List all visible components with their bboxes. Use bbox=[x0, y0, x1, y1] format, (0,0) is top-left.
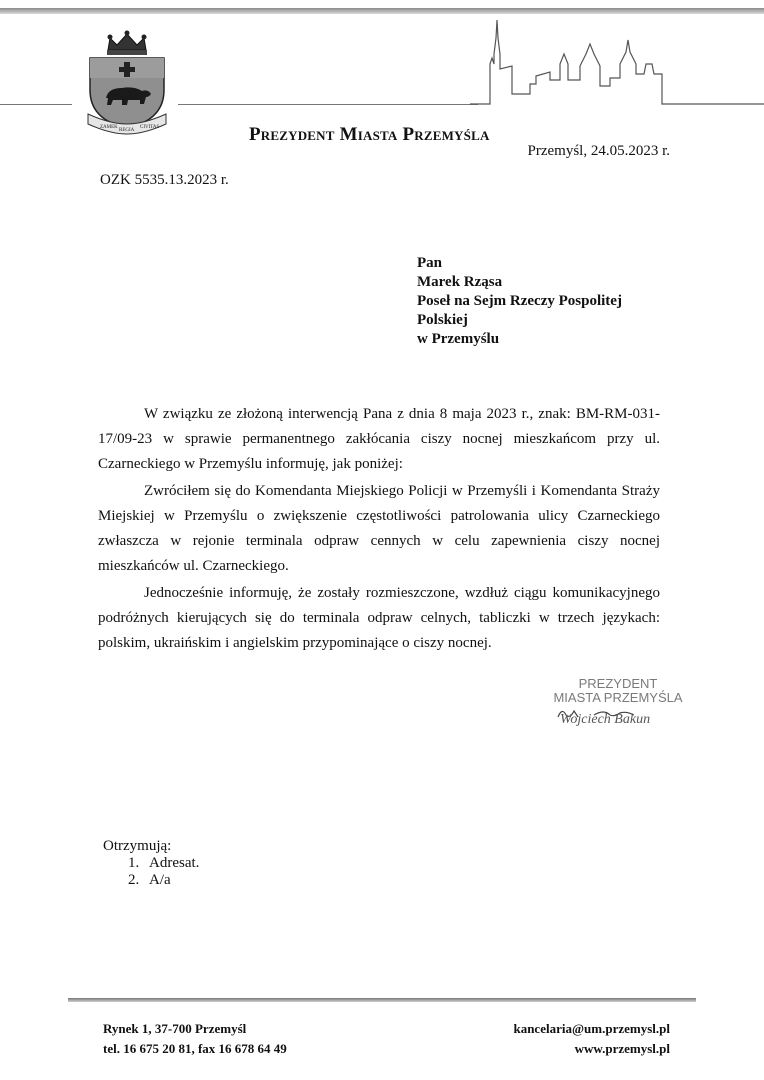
footer-website[interactable]: www.przemysl.pl bbox=[574, 1041, 670, 1056]
crest-motto-2: REGIA bbox=[119, 128, 135, 133]
city-skyline-icon bbox=[470, 14, 764, 114]
stamp-line-2: MIASTA PRZEMYŚLA bbox=[553, 690, 683, 705]
recipient-line: Pan bbox=[417, 255, 443, 271]
header-line-left bbox=[0, 104, 72, 105]
crest-motto-3: CIVITAS bbox=[140, 125, 160, 130]
list-item: 1. Adresat. bbox=[143, 855, 199, 872]
recipients-heading: Otrzymują: bbox=[103, 838, 172, 854]
recipients-list bbox=[103, 838, 199, 889]
signatory-name: Wojciech Bakun bbox=[560, 712, 651, 727]
document-title: Prezydent Miasta Przemyśla bbox=[249, 124, 490, 145]
reference-number: OZK 5535.13.2023 r. bbox=[100, 172, 229, 188]
body-paragraph: Zwróciłem się do Komendanta Miejskiego Policji w Przemyśli i Komendanta Straży Miejskiej w Przemyślu o zwiększenie częstotliwości patrolowania ulicy Czarneckiego zwłaszcza w rejonie terminala odpraw cennych w celu zapewnienia ciszy nocnej mieszkańców ul. Czarneckiego. bbox=[98, 483, 660, 574]
header-line-right bbox=[178, 104, 478, 105]
list-item: 2. A/a bbox=[143, 872, 199, 889]
signature-stamp bbox=[548, 677, 688, 727]
recipient-line: w Przemyślu bbox=[417, 331, 500, 347]
footer-contact-right bbox=[513, 1019, 670, 1059]
recipient-line: Polskiej bbox=[417, 312, 468, 328]
footer-divider bbox=[68, 998, 696, 1002]
footer-contact-left bbox=[103, 1019, 287, 1059]
recipient-line: Poseł na Sejm Rzeczy Pospolitej bbox=[417, 293, 622, 309]
document-date: Przemyśl, 24.05.2023 r. bbox=[527, 143, 670, 159]
city-crest-icon bbox=[80, 28, 175, 136]
stamp-line-1: PREZYDENT bbox=[578, 676, 658, 691]
recipient-line: Marek Rząsa bbox=[417, 274, 503, 290]
footer-address: Rynek 1, 37-700 Przemyśl bbox=[103, 1021, 247, 1036]
body-paragraph: Jednocześnie informuję, że zostały rozmieszczone, wzdłuż ciągu komunikacyjnego podróżnych kierujących się do terminala odpraw celnych, tabliczki w trzech językach: polskim, ukraińskim i angielskim przypominające o ciszy nocnej. bbox=[98, 585, 660, 651]
footer-phone: tel. 16 675 20 81, fax 16 678 64 49 bbox=[103, 1041, 287, 1056]
body-paragraph: W związku ze złożoną interwencją Pana z dnia 8 maja 2023 r., znak: BM-RM-031-17/09-23 w sprawie permanentnego zakłócania ciszy nocnej mieszkańcom przy ul. Czarneckiego w Przemyślu informuję, jak poniżej: bbox=[98, 406, 660, 472]
crest-motto-1: ZAMEK bbox=[100, 125, 118, 130]
recipient-block bbox=[417, 254, 622, 349]
letter-body bbox=[98, 402, 660, 658]
footer-email[interactable]: kancelaria@um.przemysl.pl bbox=[513, 1021, 670, 1036]
